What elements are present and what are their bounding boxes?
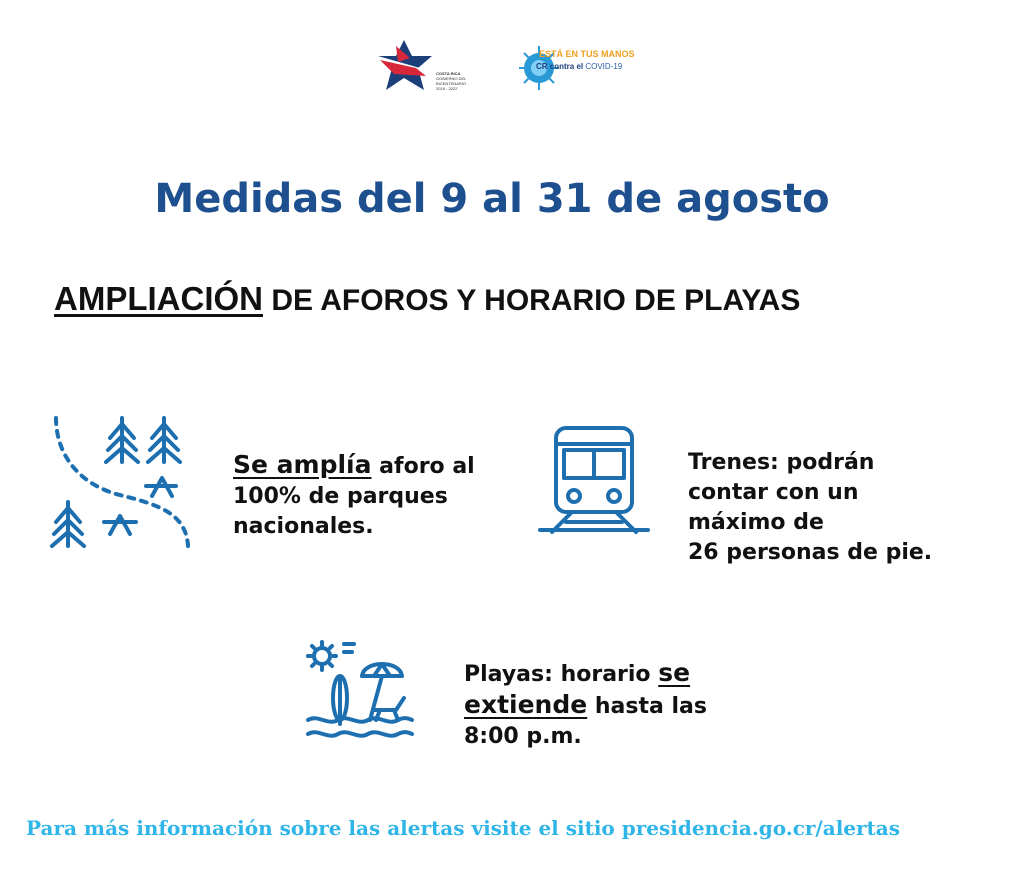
- parks-measure: [233, 450, 475, 542]
- beaches-measure: [464, 658, 707, 752]
- trains-line2: contar con un: [688, 480, 859, 505]
- government-logo-text: COSTA RICA GOBIERNO DEL BICENTENARIO 2018 - 2022: [436, 71, 467, 91]
- trains-line3: máximo de: [688, 510, 824, 535]
- parks-underlined: Se amplía: [233, 450, 372, 479]
- parks-line1: aforo al: [371, 454, 475, 479]
- beaches-underlined-extiende: extiende: [464, 690, 588, 719]
- forest-trail-icon: [46, 412, 196, 552]
- parks-line3: nacionales.: [233, 514, 374, 539]
- beaches-underlined-se: se: [658, 658, 691, 687]
- train-icon: [538, 424, 650, 536]
- beaches-line1: Playas: horario: [464, 662, 659, 687]
- trains-measure: [688, 448, 932, 568]
- footer-info-link: Para más información sobre las alertas visite el sitio presidencia.go.cr/alertas: [26, 816, 901, 840]
- header-logos: [376, 38, 656, 98]
- campaign-slogan-top: ESTÁ EN TUS MANOS: [539, 49, 635, 59]
- subtitle: [54, 280, 800, 318]
- beach-icon: [304, 640, 416, 740]
- subtitle-rest: DE AFOROS Y HORARIO DE PLAYAS: [263, 284, 801, 317]
- beaches-line2: hasta las: [587, 694, 707, 719]
- beaches-line3: 8:00 p.m.: [464, 724, 582, 749]
- costa-rica-star-logo: [376, 38, 436, 96]
- subtitle-underlined: AMPLIACIÓN: [54, 280, 263, 317]
- trains-line4: 26 personas de pie.: [688, 540, 933, 565]
- trains-line1: Trenes: podrán: [688, 450, 875, 475]
- page-title: Medidas del 9 al 31 de agosto: [154, 176, 830, 222]
- parks-line2: 100% de parques: [233, 484, 448, 509]
- campaign-slogan-bottom: CR contra el COVID-19: [536, 62, 623, 71]
